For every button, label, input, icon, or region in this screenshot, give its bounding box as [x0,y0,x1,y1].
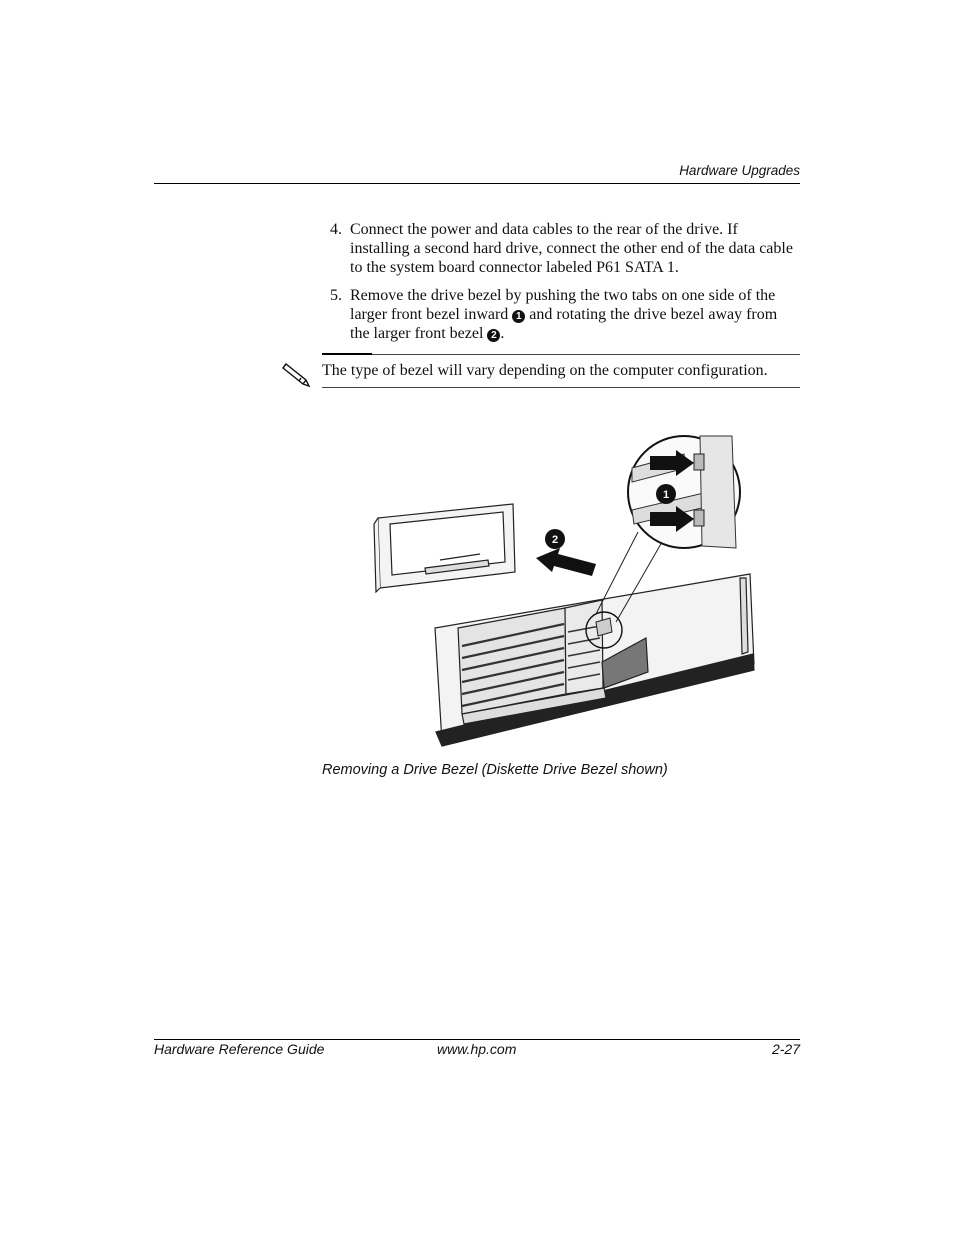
footer-rule [154,1039,800,1040]
step-4 [330,220,800,277]
callout-1: 1 [512,310,525,323]
note-rule-bottom [322,387,800,388]
pencil-icon [279,362,313,390]
page-number: 2-27 [771,1041,800,1057]
footer-guide-title: Hardware Reference Guide [154,1041,325,1057]
step-number: 5. [330,287,342,304]
callout-2: 2 [487,329,500,342]
figure-callout-2: 2 [551,534,559,546]
step-5 [330,286,800,343]
front-bezel [435,574,754,746]
footer-url: www.hp.com [437,1041,517,1057]
running-header: Hardware Upgrades [679,163,800,178]
figure-caption: Removing a Drive Bezel (Diskette Drive Bezel shown) [322,762,668,778]
step-text-part: Remove the drive bezel by pushing the two tabs on one side of the larger front bezel inward [350,287,776,323]
step-text: Connect the power and data cables to the rear of the drive. If installing a second hard drive, connect the other end of the data cable to the system board connector labeled P61 SATA 1. [350,221,793,276]
figure-callout-1: 1 [662,489,670,501]
header-rule [154,183,800,184]
zoom-detail [628,436,740,548]
step-number: 4. [330,221,342,238]
step-text-part: and rotating the drive bezel away from the larger front bezel [350,306,778,342]
step-text-part: . [500,325,505,342]
note-text: The type of bezel will vary depending on the computer configuration. [322,362,768,379]
step-text [350,286,800,343]
note-rule-top [322,354,800,355]
note-rule-accent [322,353,372,355]
drive-bezel [374,504,515,592]
bezel-illustration [370,432,760,750]
arrow-2 [536,548,596,576]
